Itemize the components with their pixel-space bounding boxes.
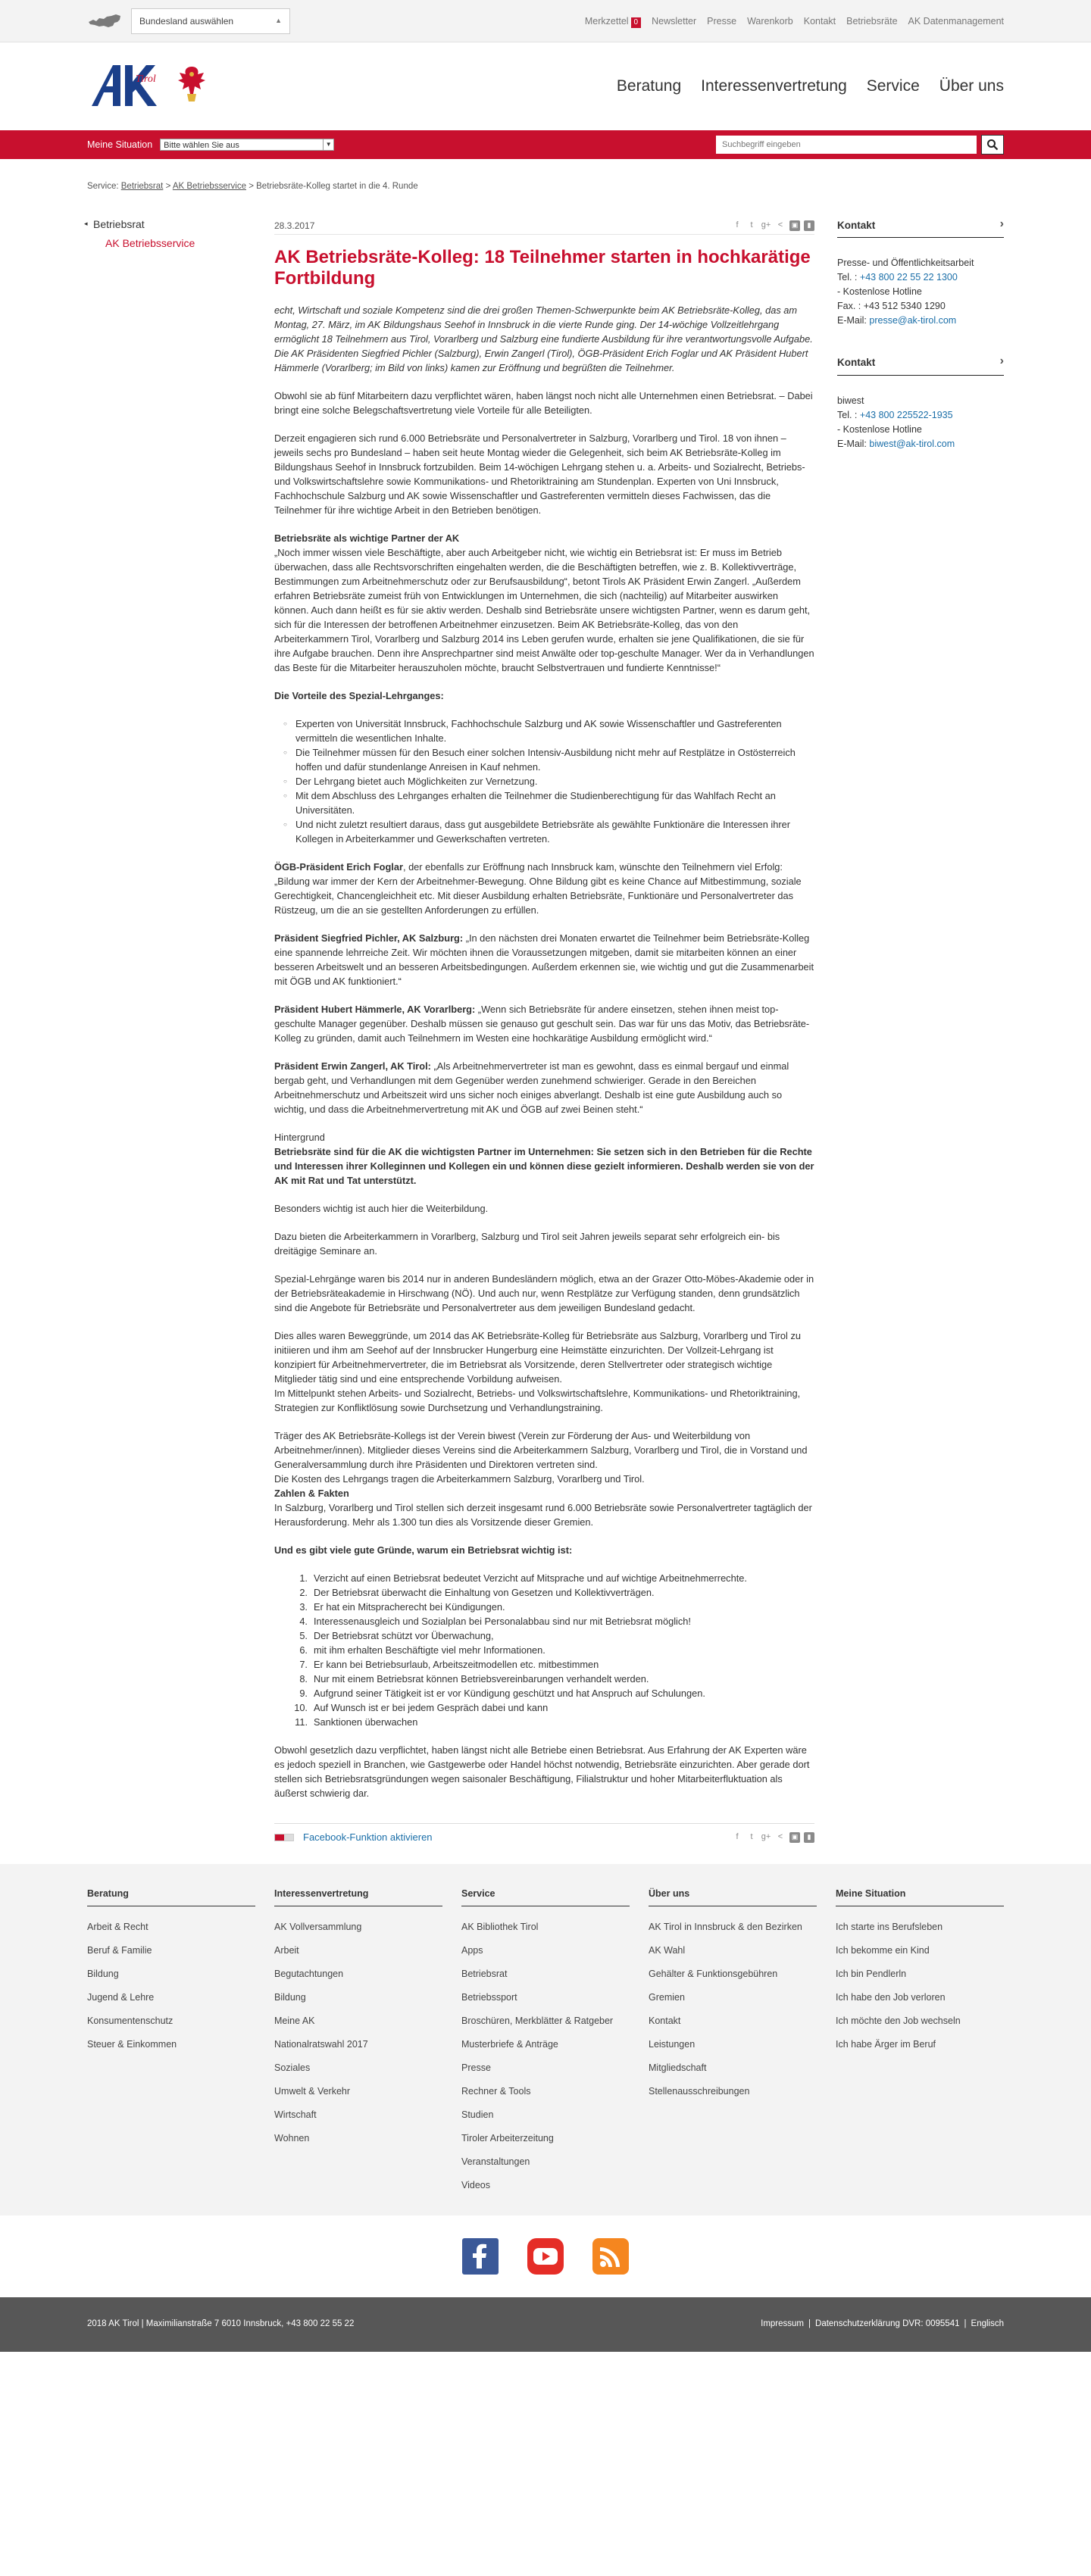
footer-link[interactable]: Bildung [87, 1968, 119, 1979]
list-item: ○ Experten von Universität Innsbruck, Fachhochschule Salzburg und AK sowie Wissenschaftler und Gastreferenten vermitteln die wesentlichen Inhalte. [288, 717, 814, 745]
contact-tel [837, 408, 1004, 423]
reasons-list [291, 1571, 814, 1729]
list-item: ○ Mit dem Abschluss des Lehrganges erhalten die Teilnehmer die Studienberechtigung für das Wahlfach Recht an Universitäten. [288, 788, 814, 817]
quote-speaker: Präsident Hubert Hämmerle, AK Vorarlberg: [274, 1004, 476, 1015]
warenkorb-link[interactable]: Warenkorb [747, 15, 793, 27]
situation-label: Meine Situation [87, 139, 153, 150]
contact-box-presse [837, 217, 1004, 328]
footer-link[interactable]: Nationalratswahl 2017 [274, 2038, 368, 2050]
breadcrumb-current: Betriebsräte-Kolleg startet in die 4. Runde [256, 182, 418, 191]
footer-link[interactable]: Tiroler Arbeiterzeitung [461, 2132, 554, 2144]
breadcrumb-sep: > [249, 182, 254, 191]
background-heading: Hintergrund [274, 1132, 325, 1143]
footer-link[interactable]: Rechner & Tools [461, 2085, 531, 2097]
footer-link[interactable]: Musterbriefe & Anträge [461, 2038, 558, 2050]
toggle-switch-icon [274, 1834, 294, 1841]
footer-column [274, 1887, 442, 2197]
top-links [585, 14, 1004, 29]
quote-zangerl [274, 1059, 814, 1116]
facts-text: In Salzburg, Vorarlberg und Tirol stellen sich derzeit insgesamt rund 6.000 Betriebsräte sowie Personalvertreter tagtäglich der Herausforderung. Mehr als 1.300 tun dies als Vorsitzende dieser Gremien. [274, 1502, 812, 1528]
footer-column-title: Über uns [649, 1887, 817, 1906]
contact-email [837, 437, 1004, 451]
list-item: 11. Sanktionen überwachen [295, 1716, 418, 1728]
list-item: ○ Die Teilnehmer müssen für den Besuch einer solchen Intensiv-Ausbildung nicht mehr auf Restplätze in Ostösterreich hoffen und dafür stundenlange Anreisen in Kauf nehmen. [288, 745, 814, 774]
tel-label: Tel. : [837, 272, 858, 283]
article-paragraph: Obwohl sie ab fünf Mitarbeitern dazu verpflichtet wären, haben längst noch nicht alle Unternehmen einen Betriebsrat. – Dabei bringt eine solche Belegschaftsvertretung viele Vorteile für alle Beteiligten. [274, 390, 813, 416]
footer-link[interactable]: Konsumentenschutz [87, 2015, 173, 2026]
contact-name: biwest [837, 395, 864, 406]
state-select[interactable] [131, 8, 290, 34]
article-meta [274, 217, 814, 235]
nav-ueber-uns[interactable]: Über uns [939, 77, 1004, 95]
list-item: ○ Und nicht zuletzt resultiert daraus, dass gut ausgebildete Betriebsräte als gewählte Funktionäre die Interessen ihrer Kollegen in Arbeiterkammer und Gewerkschaften vertreten. [288, 817, 814, 846]
article-paragraph: Obwohl gesetzlich dazu verpflichtet, haben längst nicht alle Betriebe einen Betriebsrat. Aus Erfahrung der AK Experten wäre es jedoch speziell in Branchen, wie Gastgewerbe oder Handel höchst notwendig, Betriebsräte einzurichten. Aber gerade dort stellen sich Betriebsratsgründungen wegen saisonaler Beschäftigung, Filialstruktur und hoher Mitarbeiterfluktuation als äußerst schwierig dar. [274, 1744, 810, 1799]
chevron-updown-icon: ▲ [275, 17, 282, 25]
article-paragraph: „Noch immer wissen viele Beschäftigte, aber auch Arbeitgeber nicht, wie wichtig ein Betriebsrat ist: Er muss im Betrieb überwachen, dass alle Rechtsvorschriften eingehalten werden, die die Beschäftigten betreffen, wie z. B. Kollektivverträge, Bestimmungen zum Arbeitnehmerschutz oder zur Berufsausbildung“, betont Tirols AK Präsident Erwin Zangerl. „Außerdem erfahren Betriebsräte zumeist früh von Entwicklungen im Unternehmen, die sich (nachteilig) auf Mitarbeiter auswirken können. Auch dann heißt es für sie aktiv werden. Deshalb sind Betriebsräte unsere wichtigsten Partner, wenn es darum geht, sich für die Interessen der betroffenen Arbeitnehmer einzusetzen. Beim AK Betriebsräte-Kolleg, das von den Arbeiterkammern Tirol, Vorarlberg und Salzburg 2014 ins Leben gerufen wurde, erhalten sie jene Qualifikationen, die sie für ihre Aufgabe brauchen. Denn ihre Ansprechpartner sind meist Anwälte oder top-geschulte Manager. Wer da in Verhandlungen das Beste für die Mitarbeiter herauszuholen möchte, braucht Selbstvertrauen und fundierte Kenntnisse!“ [274, 547, 814, 673]
list-item-text: Nur mit einem Betriebsrat können Betriebsvereinbarungen verhandelt werden. [314, 1673, 649, 1685]
footer-link[interactable]: Ich bekomme ein Kind [836, 1944, 930, 1956]
email-label: E-Mail: [837, 438, 867, 449]
advantages-list [288, 717, 814, 846]
newsletter-link[interactable]: Newsletter [652, 15, 697, 27]
background-text: Betriebsräte sind für die AK die wichtigsten Partner im Unternehmen: Sie setzen sich in den Betrieben für die Rechte und Interessen ihrer Kolleginnen und Kollegen ein und können diese gezielt informieren. Deshalb werden sie von der AK mit Rat und Tat unterstützt. [274, 1146, 814, 1186]
footer-column [87, 1887, 255, 2197]
google-plus-share-icon[interactable]: g+ [761, 220, 771, 230]
list-item: 7. Er kann bei Betriebsurlaub, Arbeitszeitmodellen etc. mitbestimmen [299, 1659, 599, 1670]
list-item-text: Auf Wunsch ist er bei jedem Gespräch dabei und kann [314, 1702, 549, 1713]
contact-heading[interactable]: Kontakt › [837, 217, 1004, 238]
quote-haemmerle [274, 1002, 814, 1045]
list-item: 6. mit ihm erhalten Beschäftigte viel mehr Informationen. [299, 1644, 546, 1656]
left-nav-betriebsrat[interactable]: ◂ Betriebsrat [87, 218, 145, 230]
situation-select-value: Bitte wählen Sie aus [164, 141, 239, 150]
footer [0, 1864, 1091, 2215]
nav-interessenvertretung[interactable]: Interessenvertretung [701, 77, 847, 95]
share-icon[interactable]: < [777, 220, 783, 230]
merkzettel-label: Merkzettel [584, 15, 629, 27]
list-item-text: Der Betriebsrat schützt vor Überwachung, [314, 1630, 494, 1641]
list-item-text: Er hat ein Mitspracherecht bei Kündigungen. [314, 1601, 505, 1613]
austria-map-icon[interactable] [87, 13, 122, 30]
kontakt-link[interactable]: Kontakt [803, 15, 836, 27]
situation-bar [0, 130, 1091, 159]
footer-column-title: Interessenvertretung [274, 1887, 442, 1906]
logo-sub-text: Tirol [136, 73, 156, 85]
section-heading: Die Vorteile des Spezial-Lehrganges: [274, 690, 444, 701]
datenmanagement-link[interactable]: AK Datenmanagement [908, 15, 1004, 27]
footer-link[interactable]: Broschüren, Merkblätter & Ratgeber [461, 2015, 614, 2026]
merkzettel-link[interactable] [585, 14, 641, 29]
contact-name: Presse- und Öffentlichkeitsarbeit [837, 258, 974, 269]
list-item: ○ Der Lehrgang bietet auch Möglichkeiten zur Vernetzung. [288, 774, 814, 788]
breadcrumb-betriebsservice[interactable]: AK Betriebsservice [172, 182, 246, 191]
footer-link[interactable]: Gehälter & Funktionsgebühren [649, 1968, 778, 1979]
facts-heading: Zahlen & Fakten [274, 1488, 349, 1499]
google-plus-share-icon[interactable]: g+ [761, 1832, 771, 1842]
tel-link[interactable]: +43 800 22 55 22 1300 [859, 272, 958, 283]
datenschutz-link[interactable]: Datenschutzerklärung DVR: 0095541 [815, 2319, 960, 2329]
facebook-row [274, 1823, 814, 1846]
article-date: 28.3.2017 [274, 220, 315, 231]
quote-speaker: ÖGB-Präsident Erich Foglar [274, 861, 403, 873]
bookmark-icon[interactable]: ▮ [804, 1832, 814, 1843]
footer-link[interactable]: Wohnen [274, 2132, 310, 2144]
footer-link[interactable]: Jugend & Lehre [87, 1991, 155, 2003]
list-item-text: Interessenausgleich und Sozialplan bei Personalabbau sind nur mit Betriebsrat möglich! [314, 1616, 691, 1627]
list-item: 9. Aufgrund seiner Tätigkeit ist er vor Kündigung geschützt und hat Anspruch auf Schulungen. [299, 1688, 705, 1699]
footer-link[interactable]: Begutachtungen [274, 1968, 344, 1979]
list-item: 2. Der Betriebsrat überwacht die Einhaltung von Gesetzen und Kollektivverträgen. [299, 1587, 655, 1598]
chevron-down-icon: ▼ [323, 139, 333, 150]
tel-link[interactable]: +43 800 225522-1935 [859, 409, 953, 420]
footer-link[interactable]: Studien [461, 2109, 494, 2120]
article-title: AK Betriebsräte-Kolleg: 18 Teilnehmer starten in hochkarätige Fortbildung [274, 247, 811, 289]
article-paragraph: Spezial-Lehrgänge waren bis 2014 nur in anderen Bundesländern möglich, etwa an der Grazer Otto-Möbes-Akademie oder in der Betriebsräteakademie in Hirschwang (NÖ). Und auch nur, wenn Restplätze zur Verfügung standen, denn grundsätzlich sind die Angebote für Betriebsräte und Personalvertreter aus dem jeweiligen Bundesland gedacht. [274, 1273, 814, 1313]
footer-link[interactable]: Presse [461, 2062, 491, 2073]
legal-links [761, 2318, 1004, 2331]
quote-speaker: Präsident Erwin Zangerl, AK Tirol: [274, 1060, 431, 1072]
article-lead: echt, Wirtschaft und soziale Kompetenz sind die drei großen Themen-Schwerpunkte beim AK Betriebsräte-Kolleg, das am Montag, 27. März, im AK Bildungshaus Seehof in Innsbruck in die vierte Runde ging. Der 14-wöchige Vollzeitlehrgang ermöglicht 18 Teilnehmern aus Tirol, Vorarlberg und Salzburg eine fundierte Ausbildung für ihre verantwortungsvolle Aufgabe. Die AK Präsidenten Siegfried Pichler (Salzburg), Erwin Zangerl (Tirol), ÖGB-Präsident Erich Foglar und AK Präsident Hubert Hämmerle (Vorarlberg; im Bild von links) kamen zur Eröffnung und begrüßten die Teilnehmer. [274, 304, 813, 373]
footer-link[interactable]: Gremien [649, 1991, 685, 2003]
list-item-text: Der Betriebsrat überwacht die Einhaltung von Gesetzen und Kollektivverträgen. [314, 1587, 655, 1598]
footer-link[interactable]: Mitgliedschaft [649, 2062, 707, 2073]
footer-link[interactable]: Kontakt [649, 2015, 681, 2026]
englisch-link[interactable]: Englisch [971, 2319, 1004, 2329]
quote-pichler [274, 931, 814, 988]
ak-tirol-logo[interactable] [87, 59, 231, 114]
footer-link[interactable]: Arbeit [274, 1944, 299, 1956]
email-link[interactable]: biwest@ak-tirol.com [869, 438, 955, 449]
section-heading: Betriebsräte als wichtige Partner der AK [274, 532, 460, 544]
article-paragraph: Besonders wichtig ist auch hier die Weiterbildung. [274, 1203, 489, 1214]
top-bar [0, 0, 1091, 42]
email-link[interactable]: presse@ak-tirol.com [869, 315, 957, 326]
facebook-icon[interactable] [462, 2238, 499, 2275]
article-paragraph: Dazu bieten die Arbeiterkammern in Vorarlberg, Salzburg und Tirol seit Jahren jeweils separat sehr erfolgreich ein- bis dreitägige Seminare an. [274, 1231, 780, 1257]
presse-link[interactable]: Presse [707, 15, 737, 27]
betriebsraete-link[interactable]: Betriebsräte [846, 15, 898, 27]
footer-link[interactable]: Soziales [274, 2062, 311, 2073]
quote-text: , der ebenfalls zur Eröffnung nach Innsbruck kam, wünschte den Teilnehmern viel Erfolg: „Bildung war immer der Kern der Arbeitnehmer-Bewegung. Ohne Bildung gibt es keine Chance auf Mitbestimmung, soziale Gerechtigkeit, Chancengleichheit etc. Mit dieser Ausbildung erhalten Betriebsräte, Funktionäre und Personalvertreter das Rüstzeug, um die an sie gestellten Anforderungen zu erfüllen. [274, 861, 802, 916]
list-item-text: mit ihm erhalten Beschäftigte viel mehr Informationen. [314, 1644, 546, 1656]
list-item: 4. Interessenausgleich und Sozialplan bei Personalabbau sind nur mit Betriebsrat möglich! [299, 1616, 691, 1627]
print-icon[interactable]: ▣ [789, 1832, 800, 1843]
merkzettel-count-badge: 0 [631, 17, 642, 28]
article-paragraph: Im Mittelpunkt stehen Arbeits- und Sozialrecht, Betriebs- und Volkswirtschaftslehre, Kommunikations- und Rhetoriktraining, Strategien zur Konfliktlösung sowie Durchsetzung und Verhandlungstraining. [274, 1388, 801, 1413]
article [274, 217, 814, 1846]
list-item-text: Er kann bei Betriebsurlaub, Arbeitszeitmodellen etc. mitbestimmen [314, 1659, 599, 1670]
main-nav [617, 74, 1004, 98]
footer-link[interactable]: Steuer & Einkommen [87, 2038, 177, 2050]
facebook-share-icon[interactable]: f [736, 220, 739, 230]
left-nav-betriebsservice[interactable]: AK Betriebsservice [105, 237, 195, 249]
article-paragraph: Die Kosten des Lehrgangs tragen die Arbeiterkammern Salzburg, Vorarlberg und Tirol. [274, 1473, 645, 1485]
contact-hotline: - Kostenlose Hotline [837, 286, 922, 298]
footer-link[interactable]: Apps [461, 1944, 483, 1956]
footer-link[interactable]: AK Tirol in Innsbruck & den Bezirken [649, 1921, 802, 1932]
footer-column [836, 1887, 1004, 2197]
footer-link[interactable]: Veranstaltungen [461, 2156, 530, 2167]
youtube-icon[interactable] [527, 2238, 564, 2275]
footer-link[interactable]: Stellenausschreibungen [649, 2085, 750, 2097]
footer-link[interactable]: Ich habe Ärger im Beruf [836, 2038, 936, 2050]
print-icon[interactable]: ▣ [789, 220, 800, 231]
bottom-bar [0, 2297, 1091, 2352]
footer-link[interactable]: Ich möchte den Job wechseln [836, 2015, 961, 2026]
footer-column-title: Meine Situation [836, 1887, 1004, 1906]
contact-email [837, 314, 1004, 328]
list-item: 8. Nur mit einem Betriebsrat können Betriebsvereinbarungen verhandelt werden. [299, 1673, 649, 1685]
list-item: 1. Verzicht auf einen Betriebsrat bedeutet Verzicht auf Mitsprache und auf wichtige Arbeitnehmerrechte. [299, 1572, 747, 1584]
footer-link[interactable]: AK Vollversammlung [274, 1921, 362, 1932]
nav-service[interactable]: Service [866, 77, 920, 95]
list-item-text: Sanktionen überwachen [314, 1716, 418, 1728]
footer-link[interactable]: Ich starte ins Berufsleben [836, 1921, 943, 1932]
tel-label: Tel. : [837, 409, 858, 420]
impressum-link[interactable]: Impressum [761, 2319, 805, 2329]
footer-column-title: Beratung [87, 1887, 255, 1906]
footer-link[interactable]: Umwelt & Verkehr [274, 2085, 351, 2097]
legal-sep: | [964, 2319, 967, 2329]
footer-link[interactable]: Betriebssport [461, 1991, 517, 2003]
footer-link[interactable]: Bildung [274, 1991, 306, 2003]
footer-link[interactable]: Betriebsrat [461, 1968, 508, 1979]
breadcrumb-sep: > [165, 182, 171, 191]
header [0, 42, 1091, 130]
footer-column-title: Service [461, 1887, 630, 1906]
footer-link[interactable]: Videos [461, 2179, 490, 2190]
article-paragraph: Träger des AK Betriebsräte-Kollegs ist der Verein biwest (Verein zur Förderung der Aus- und Weiterbildung von Arbeitnehmer/innen). Mitglieder dieses Vereins sind die Arbeiterkammern Salzburg, Vorarlberg und Tirol, die in Vorstand und Generalversammlung durch ihre Präsidenten und Direktoren vertreten sind. [274, 1430, 808, 1470]
list-item: 5. Der Betriebsrat schützt vor Überwachung, [299, 1630, 494, 1641]
footer-column [461, 1887, 630, 2197]
quote-speaker: Präsident Siegfried Pichler, AK Salzburg: [274, 932, 464, 944]
list-item: 3. Er hat ein Mitspracherecht bei Kündigungen. [299, 1601, 505, 1613]
twitter-share-icon[interactable]: t [750, 1832, 753, 1842]
left-nav [87, 217, 274, 1846]
state-select-label: Bundesland auswählen [139, 16, 234, 27]
article-paragraph: Derzeit engagieren sich rund 6.000 Betriebsräte und Personalvertreter in Salzburg, Vorarlberg und Tirol. 18 von ihnen – jeweils sechs pro Bundesland – haben seit heute Montag wieder die Gelegenheit, sich beim AK Betriebsräte-Kolleg im Bildungshaus Seehof in Innsbruck fortzubilden. Beim 14-wöchigen Lehrgang stehen u. a. Arbeits- und Sozialrecht, Betriebs- und Volkswirtschaftslehre sowie Kommunikations- und Rhetoriktraining am Stundenplan. Experten von Uni Innsbruck, Fachhochschule Salzburg und AK sowie Wissenschaftler und Gastreferenten vermitteln dieses Fachwissen, das die Teilnehmer für ihre wichtige Arbeit in den Betrieben benötigen. [274, 432, 805, 516]
facebook-share-icon[interactable]: f [736, 1832, 739, 1842]
legal-sep: | [808, 2319, 811, 2329]
share-icons-bottom [732, 1832, 814, 1843]
twitter-share-icon[interactable]: t [750, 220, 753, 230]
footer-link[interactable]: AK Wahl [649, 1944, 686, 1956]
share-icon[interactable]: < [777, 1832, 783, 1842]
footer-link[interactable]: Wirtschaft [274, 2109, 317, 2120]
quote-text: „Als Arbeitnehmervertreter ist man es gewohnt, dass es einmal bergauf und einmal bergab geht, und Verhandlungen mit dem Gegenüber werden zunehmend schwieriger. Gerade in den Bereichen Arbeitnehmerschutz und Arbeitszeit wird uns sicher noch einiges abverlangt. Deshalb ist eine gute Ausbildung auch so wichtig, und dass die Arbeitnehmervertretung mit AK und ÖGB auf zwei Beinen steht.“ [274, 1060, 789, 1115]
contact-heading[interactable]: Kontakt › [837, 354, 1004, 375]
contact-sidebar [837, 217, 1004, 1846]
breadcrumb-prefix: Service: [87, 182, 119, 191]
copyright-text: 2018 AK Tirol | Maximilianstraße 7 6010 Innsbruck, +43 800 22 55 22 [87, 2319, 355, 2329]
rss-icon[interactable] [592, 2238, 629, 2275]
footer-link[interactable]: Beruf & Familie [87, 1944, 152, 1956]
facebook-toggle-label: Facebook-Funktion aktivieren [303, 1831, 433, 1843]
list-item-text: Aufgrund seiner Tätigkeit ist er vor Kündigung geschützt und hat Anspruch auf Schulungen. [314, 1688, 705, 1699]
contact-tel [837, 270, 1004, 285]
search-input[interactable] [716, 136, 977, 154]
social-links [0, 2215, 1091, 2297]
footer-link[interactable]: Ich bin Pendlerln [836, 1968, 907, 1979]
breadcrumb [87, 159, 1004, 205]
footer-column [649, 1887, 817, 2197]
search-icon [986, 139, 999, 151]
nav-beratung[interactable]: Beratung [616, 77, 682, 95]
contact-box-biwest [837, 354, 1004, 451]
footer-columns [87, 1887, 1004, 2197]
article-paragraph: Dies alles waren Beweggründe, um 2014 das AK Betriebsräte-Kolleg für Betriebsräte aus Salzburg, Vorarlberg und Tirol zu initiieren und ihm am Seehof auf der Innsbrucker Hungerburg eine Heimstätte einzurichten. Der Vollzeit-Lehrgang ist konzipiert für Arbeitnehmervertreter, die im Betriebsrat als Vorsitzende, deren Stellvertreter oder strategisch wichtige Mitglieder tätig sind und eine entsprechende Vorbildung aufweisen. [274, 1330, 801, 1385]
section-heading: Und es gibt viele gute Gründe, warum ein Betriebsrat wichtig ist: [274, 1544, 573, 1556]
footer-link[interactable]: Arbeit & Recht [87, 1921, 148, 1932]
search-button[interactable] [981, 135, 1004, 155]
bookmark-icon[interactable]: ▮ [804, 220, 814, 231]
list-item-text: Verzicht auf einen Betriebsrat bedeutet Verzicht auf Mitsprache und auf wichtige Arbeitnehmerrechte. [314, 1572, 747, 1584]
footer-link[interactable]: Meine AK [274, 2015, 315, 2026]
footer-link[interactable]: Ich habe den Job verloren [836, 1991, 946, 2003]
list-item: 10. Auf Wunsch ist er bei jedem Gespräch dabei und kann [294, 1702, 549, 1713]
situation-select[interactable] [160, 139, 334, 151]
email-label: E-Mail: [837, 315, 867, 326]
footer-link[interactable]: Leistungen [649, 2038, 696, 2050]
facebook-toggle[interactable] [274, 1830, 433, 1845]
quote-text: „Wenn sich Betriebsräte für andere einsetzen, stehen ihnen meist top-geschulte Manager gegenüber. Deshalb müssen sie genauso gut geschult sein. Das war für uns das Motiv, das Betriebsräte-Kolleg zu gründen, damit auch Teilnehmern im Westen eine hochkarätige Ausbildung ermöglicht wird.“ [274, 1004, 810, 1044]
contact-hotline: - Kostenlose Hotline [837, 423, 922, 435]
quote-text: „In den nächsten drei Monaten erwartet die Teilnehmer beim Betriebsräte-Kolleg eine spannende lehrreiche Zeit. Wir möchten ihnen die Voraussetzungen mitgeben, damit sie mitarbeiten können an einer besseren Arbeitswelt und an besseren Arbeitsbedingungen. Außerdem erkennen sie, wie wichtig und gut die Zusammenarbeit mit ÖGB und AK funktioniert.“ [274, 932, 814, 987]
footer-link[interactable]: AK Bibliothek Tirol [461, 1921, 539, 1932]
contact-fax: Fax. : +43 512 5340 1290 [837, 301, 946, 312]
breadcrumb-betriebsrat[interactable]: Betriebsrat [120, 182, 164, 191]
share-icons [732, 220, 814, 231]
quote-foglar [274, 860, 814, 917]
